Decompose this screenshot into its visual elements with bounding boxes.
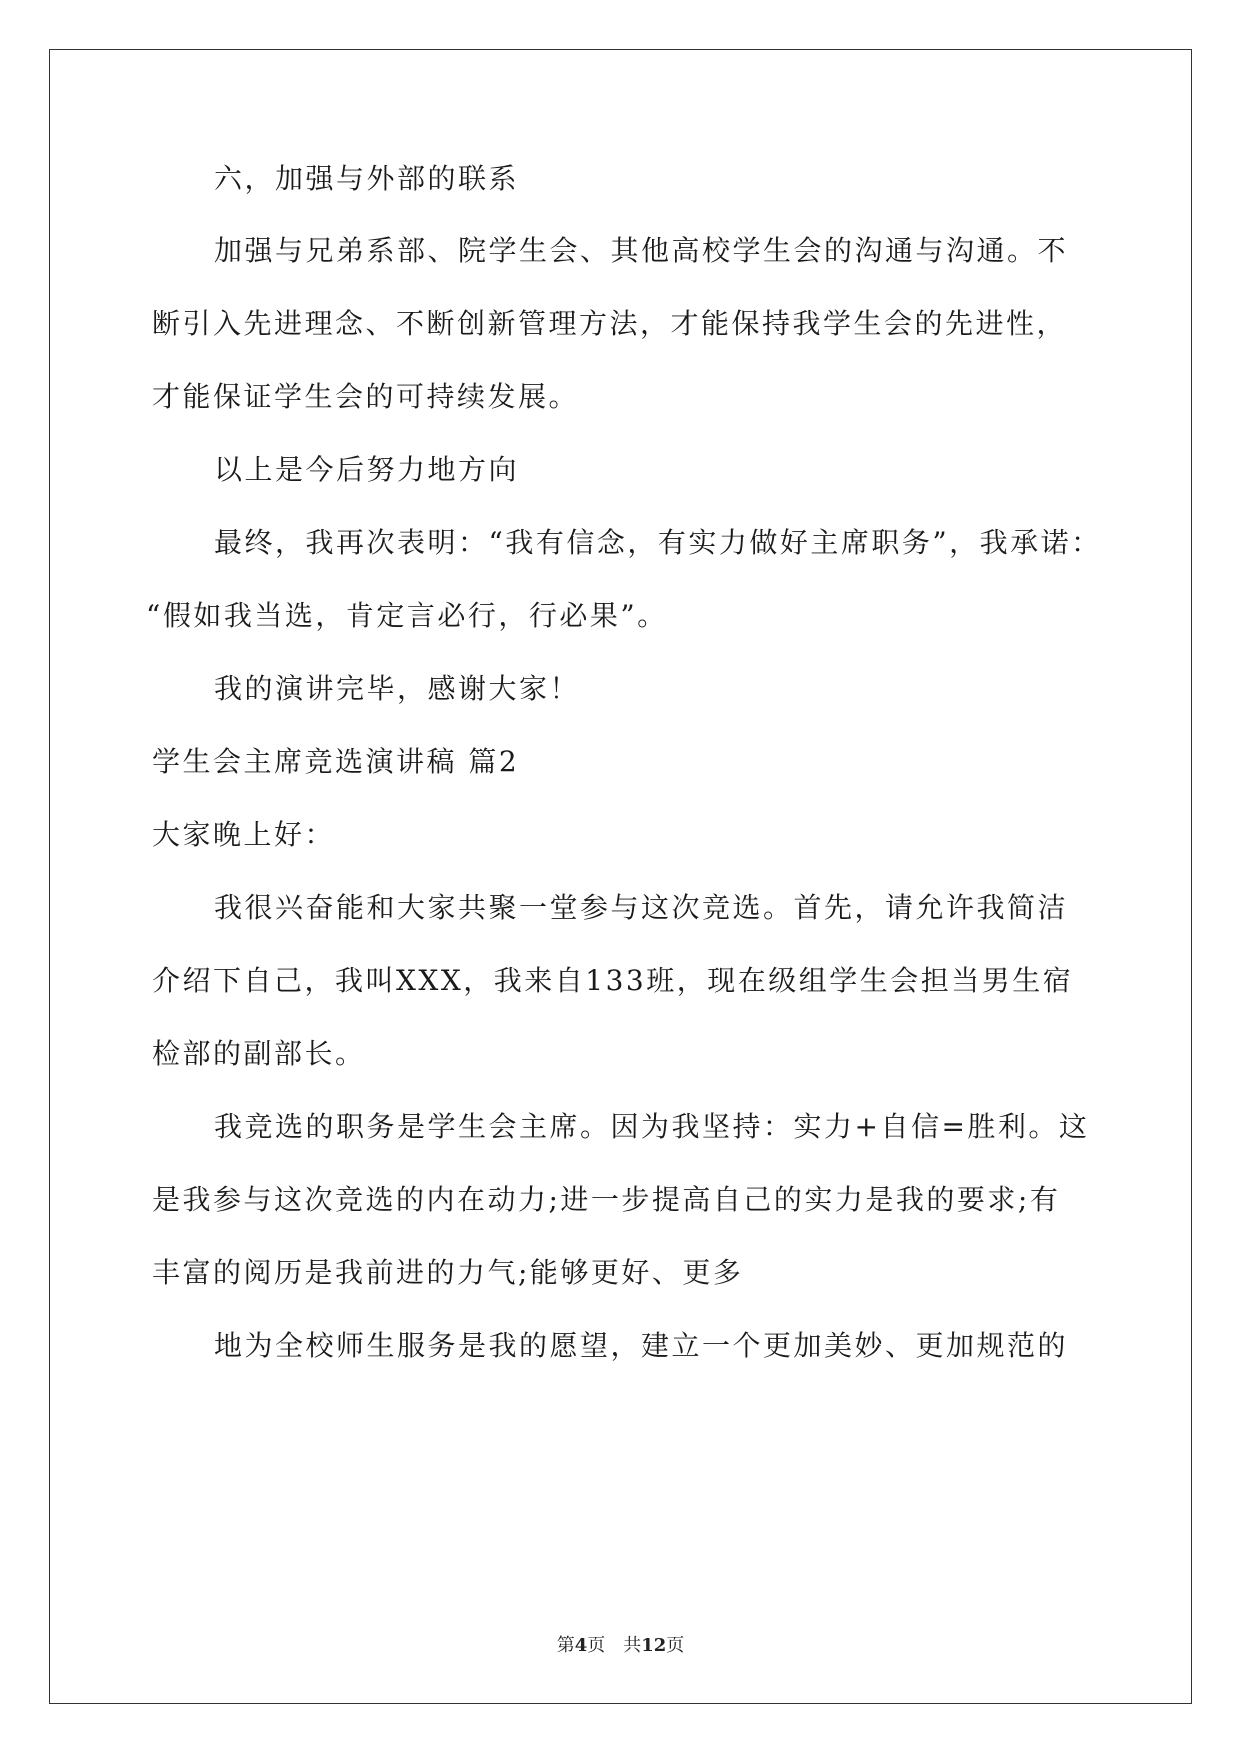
paragraph-line: 是我参与这次竞选的内在动力;进一步提高自己的实力是我的要求;有 <box>152 1183 1061 1216</box>
paragraph-line: 才能保证学生会的可持续发展。 <box>152 380 580 413</box>
paragraph-line: 加强与兄弟系部、院学生会、其他高校学生会的沟通与沟通。不 <box>214 234 1069 267</box>
paragraph-line: 我的演讲完毕，感谢大家！ <box>214 672 581 705</box>
paragraph-line: 我竞选的职务是学生会主席。因为我坚持：实力+自信=胜利。这 <box>214 1110 1090 1143</box>
paragraph-line: 以上是今后努力地方向 <box>214 453 520 486</box>
footer-middle: 页 共 <box>587 1635 642 1656</box>
footer-suffix: 页 <box>666 1635 685 1656</box>
footer-prefix: 第 <box>556 1635 575 1656</box>
paragraph-line: 我很兴奋能和大家共聚一堂参与这次竞选。首先，请允许我简洁 <box>214 891 1069 924</box>
paragraph-line: 丰富的阅历是我前进的力气;能够更好、更多 <box>152 1256 744 1289</box>
paragraph-line: 介绍下自己，我叫XXX，我来自133班，现在级组学生会担当男生宿 <box>152 964 1074 997</box>
page-border <box>49 49 1192 1704</box>
greeting-line: 大家晚上好： <box>152 818 336 851</box>
paragraph-line: 地为全校师生服务是我的愿望，建立一个更加美妙、更加规范的 <box>214 1329 1069 1362</box>
paragraph-line: 六，加强与外部的联系 <box>214 162 520 195</box>
page-footer <box>0 1634 1241 1658</box>
paragraph-line: 最终，我再次表明：“我有信念，有实力做好主席职务”，我承诺： <box>214 526 1102 559</box>
section-heading: 学生会主席竞选演讲稿 篇2 <box>152 745 520 778</box>
paragraph-line: “假如我当选，肯定言必行，行必果”。 <box>146 599 668 632</box>
paragraph-line: 断引入先进理念、不断创新管理方法，才能保持我学生会的先进性， <box>152 307 1068 340</box>
paragraph-line: 检部的副部长。 <box>152 1037 366 1070</box>
current-page-number: 4 <box>574 1635 588 1656</box>
total-page-number: 12 <box>641 1635 667 1656</box>
